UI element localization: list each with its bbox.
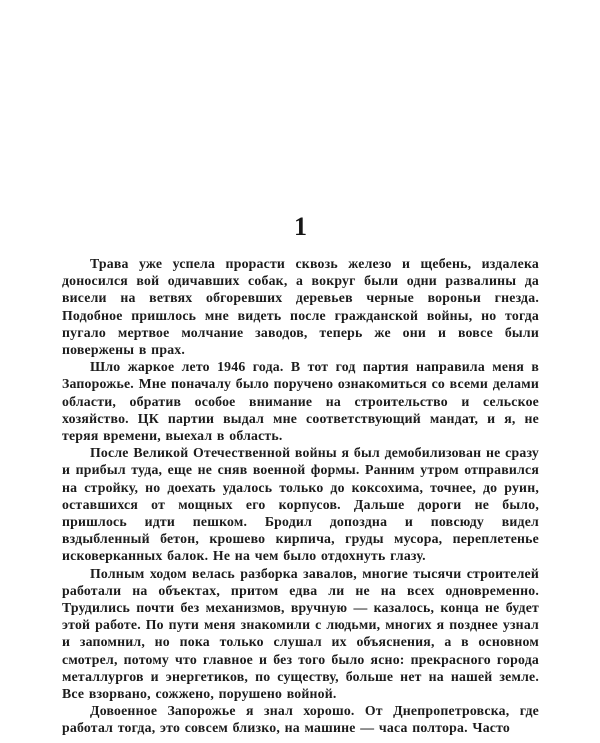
- paragraph-5: Довоенное Запорожье я знал хорошо. От Днепропетровска, где работал тогда, это совсем близко, на машине — часа полтора. Часто: [62, 703, 539, 736]
- paragraph-3: После Великой Отечественной войны я был демобилизован не сразу и прибыл туда, еще не сняв военной формы. Ранним утром отправился на стройку, но доехать удалось только до коксохима, точнее, до руин, оставшихся от мощных его корпусов. Дальше дороги не было, пришлось идти пешком. Бродил допоздна и повсюду видел вздыбленный бетон, крошево кирпича, груды мусора, переплетенье исковерканных балок. Не на чем было отдохнуть глазу.: [62, 445, 539, 564]
- chapter-number: 1: [294, 212, 307, 241]
- text-block: [62, 212, 539, 737]
- paragraph-1: Трава уже успела прорасти сквозь железо и щебень, издалека доносился вой одичавших собак, а вокруг были одни развалины да висели на ветвях обгоревших деревьев черные вороньи гнезда. Подобное пришлось мне видеть после гражданской войны, но тогда пугало мертвое молчание заводов, теперь же они и вовсе были повержены в прах.: [62, 256, 539, 358]
- paragraph-2: Шло жаркое лето 1946 года. В тот год партия направила меня в Запорожье. Мне поначалу было поручено ознакомиться со всеми делами области, обратив особое внимание на строительство и сельское хозяйство. ЦК партии выдал мне соответствующий мандат, и я, не теряя времени, выехал в область.: [62, 359, 539, 444]
- paragraph-4: Полным ходом велась разборка завалов, многие тысячи строителей работали на объектах, притом едва ли не на всех одновременно. Трудились почти без механизмов, вручную — казалось, конца не будет этой работе. По пути меня знакомили с людьми, многих я позднее узнал и запомнил, но пока только слушал их объяснения, а в основном смотрел, потому что главное и без того было ясно: прекрасного города металлургов и энергетиков, по существу, больше нет на нашей земле. Все взорвано, сожжено, порушено войной.: [62, 565, 539, 702]
